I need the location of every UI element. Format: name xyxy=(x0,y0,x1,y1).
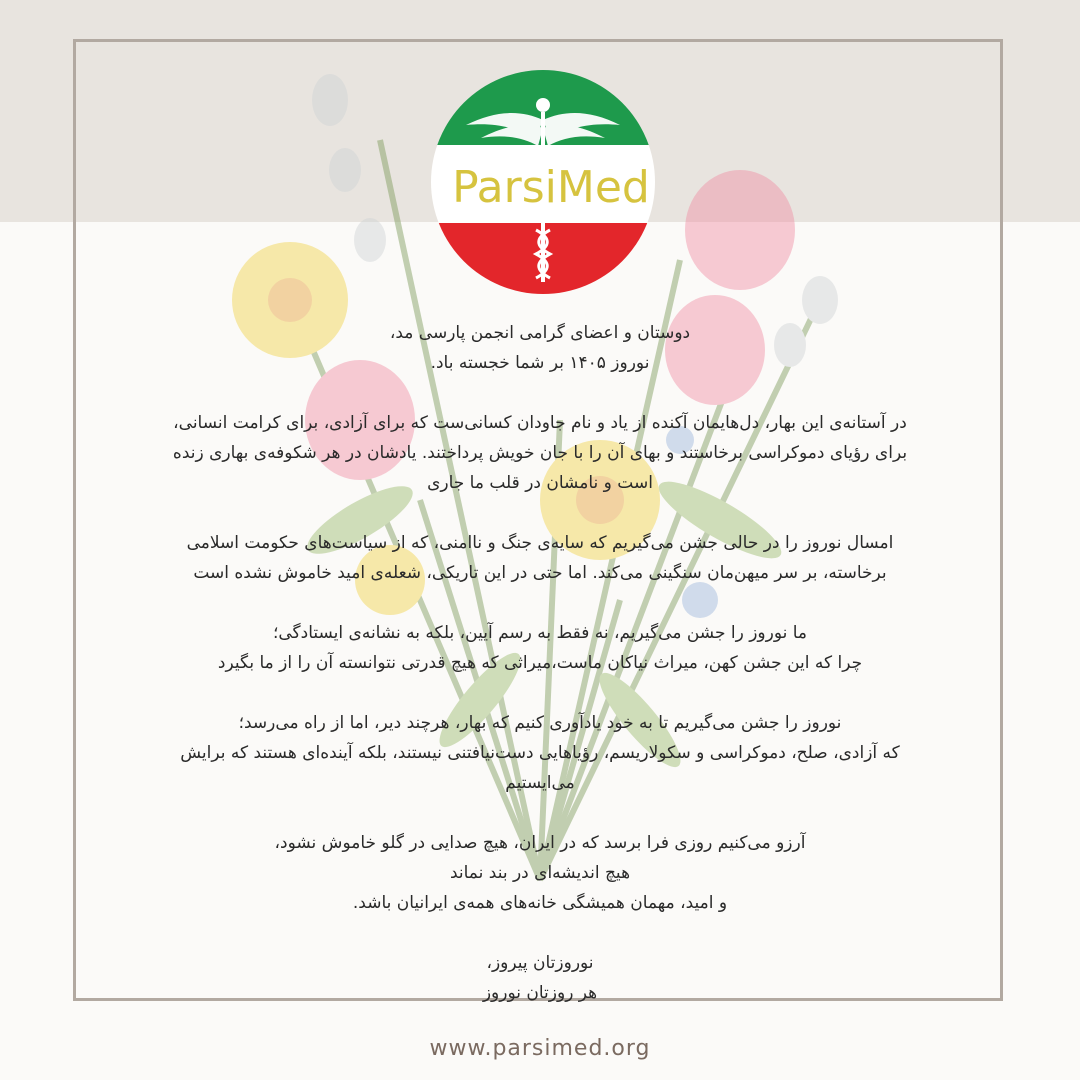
closing-line: هر روزتان نوروز xyxy=(482,983,598,1003)
closing-line: نوروزتان پیروز، xyxy=(486,953,594,973)
message-line: چرا که این جشن کهن، میراث نیاکان ماست،میراثی که هیچ قدرتی نتوانسته آن را از ما بگیرد xyxy=(217,653,863,673)
message-line: می‌ایستیم xyxy=(505,773,575,793)
message-line: ما نوروز را جشن می‌گیریم، نه فقط به رسم آیین، بلکه به نشانه‌ی ایستادگی؛ xyxy=(272,623,808,643)
message-line: آرزو می‌کنیم روزی فرا برسد که در ایران، هیچ صدایی در گلو خاموش نشود، xyxy=(274,833,806,853)
logo-text: ParsiMed xyxy=(452,162,650,213)
message-line: برای رؤیای دموکراسی برخاستند و بهای آن را با جان خویش پرداختند. یادشان در هر شکوفه‌ی بهاری زنده xyxy=(172,443,908,463)
website-url[interactable]: www.parsimed.org xyxy=(429,1036,651,1061)
message-line: برخاسته، بر سر میهن‌مان سنگینی می‌کند. اما حتی در این تاریکی، شعله‌ی امید خاموش نشده است xyxy=(193,563,887,583)
message-line: است و نامشان در قلب ما جاری xyxy=(427,473,653,493)
message-line: در آستانه‌ی این بهار، دل‌هایمان آکنده از یاد و نام جاودان کسانی‌ست که برای آزادی، برای کرامت انسانی، xyxy=(173,413,907,433)
nowruz-message xyxy=(100,318,980,1008)
message-line: که آزادی، صلح، دموکراسی و سکولاریسم، رؤیاهایی دست‌نیافتنی نیستند، بلکه آینده‌ای هستند که برایش xyxy=(180,743,900,763)
message-line: هیچ اندیشه‌ای در بند نماند xyxy=(449,863,631,883)
message-line: و امید، مهمان همیشگی خانه‌های همه‌ی ایرانیان باشد. xyxy=(352,893,728,913)
message-line: نوروز را جشن می‌گیریم تا به خود یادآوری کنیم که بهار، هرچند دیر، اما از راه می‌رسد؛ xyxy=(238,713,842,733)
parsimed-logo xyxy=(426,70,676,300)
message-line: دوستان و اعضای گرامی انجمن پارسی مد، xyxy=(389,323,691,343)
message-line: نوروز ۱۴۰۵ بر شما خجسته باد. xyxy=(430,353,650,373)
message-line: امسال نوروز را در حالی جشن می‌گیریم که سایه‌ی جنگ و ناامنی، که از سیاست‌های حکومت اسلامی xyxy=(186,533,894,553)
